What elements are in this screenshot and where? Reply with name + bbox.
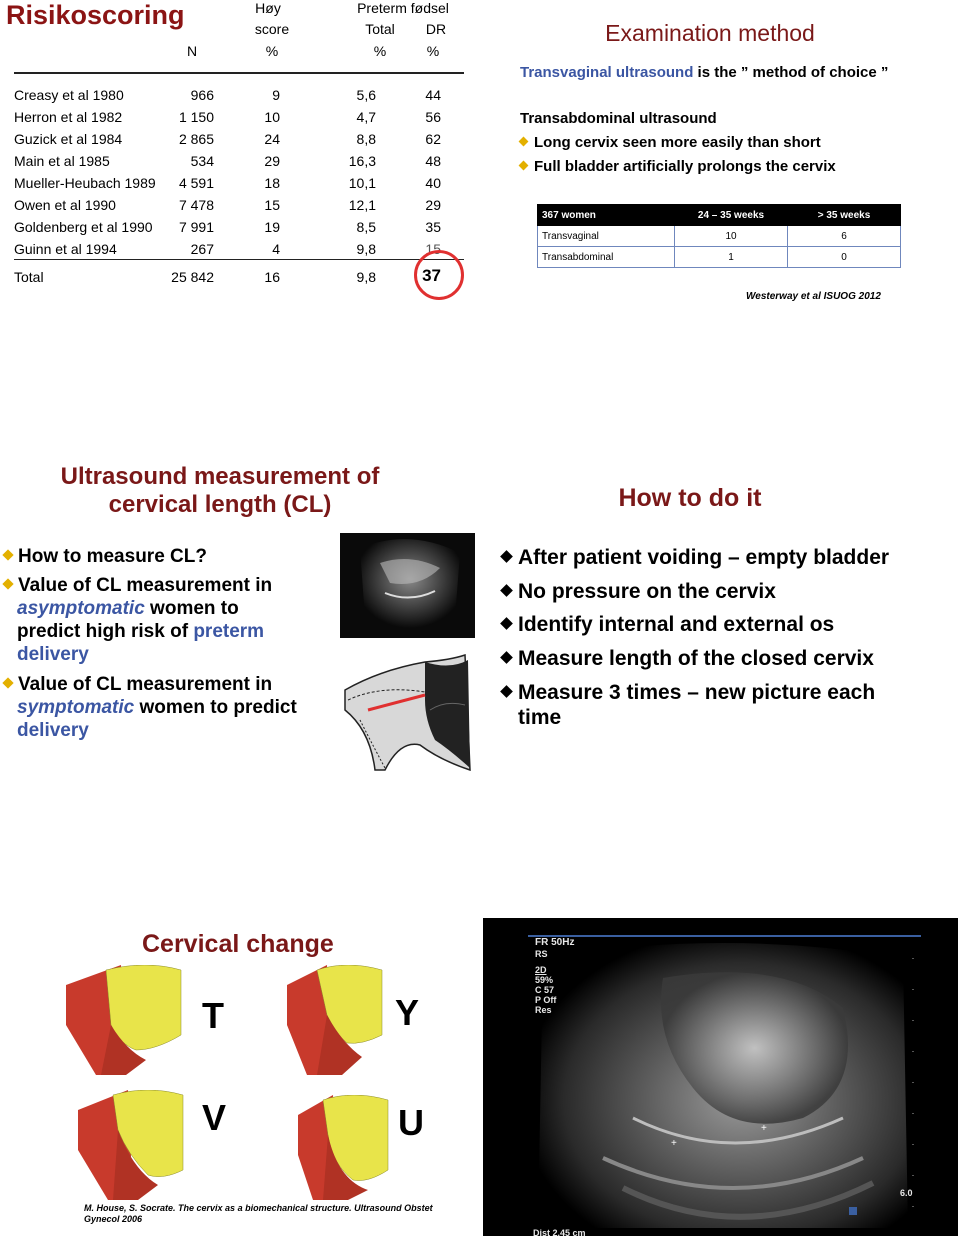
total-label: Total [14,269,44,285]
cell-n: 966 [190,87,214,103]
shape-letter-v: V [202,1097,227,1138]
bullet-text: Measure length of the closed cervix [518,647,874,670]
cell-n: 4 591 [178,175,214,191]
table-row [538,226,901,247]
bullet-text: How to measure CL? [18,546,207,567]
cell-pct: 18 [264,175,280,191]
cervix-model-u-image [298,1095,393,1200]
table-cell: 6 [788,226,901,247]
cell-total: 8,8 [356,131,376,147]
frame-rate-label: FR 50Hz [535,937,575,948]
bullet-text: women to predict [134,697,297,718]
study-name: Creasy et al 1980 [14,87,124,103]
transvaginal-label: Transvaginal ultrasound [520,64,694,81]
shape-letter-y: Y [395,992,420,1033]
cell-pct: 4 [272,241,280,257]
list-item [502,612,942,637]
bullet-text: women to [144,598,239,619]
table-header-cell: > 35 weeks [788,205,901,226]
gain-label: 59% [535,975,554,985]
bullet-text: Identify internal and external os [518,613,835,636]
cell-total: 10,1 [348,175,376,191]
slide-risikoscoring [0,0,470,300]
title-line: cervical length (CL) [108,491,332,518]
list-item [520,158,836,175]
cell-n: 7 478 [178,197,214,213]
bullet-text: Measure 3 times – new picture each [518,681,876,704]
bullet-text-emphasis: delivery [17,720,89,741]
slide-title: Examination method [605,20,815,46]
cell-pct: 19 [264,219,280,235]
bullet-text: No pressure on the cervix [518,580,776,603]
cell-total: 16,3 [348,153,376,169]
cervix-model-v-image [78,1090,188,1200]
bullet-diamond-icon [2,677,13,688]
bullet-text: time [518,706,562,729]
table-cell: 10 [675,226,788,247]
cervix-diagram-graphic [340,650,480,775]
bullet-text-emphasis: delivery [17,644,89,665]
header-dr: DR [425,21,447,37]
slide-title: Risikoscoring [6,0,185,30]
slide-title [30,463,410,519]
cervix-diagram [340,650,480,775]
table-header-cell: 367 women [538,205,675,226]
bullet-text-emphasis: asymptomatic [17,598,145,619]
study-name: Herron et al 1982 [14,109,123,125]
study-name: Goldenberg et al 1990 [14,219,153,235]
cell-pct: 15 [264,197,280,213]
title-line: Ultrasound measurement of [60,463,380,490]
total-row [14,266,464,291]
c-label: C 57 [535,985,555,995]
table-cell: Transabdominal [538,247,675,268]
list-item [4,545,334,568]
bullet-diamond-icon [2,578,13,589]
table-row [14,219,464,241]
cell-n: 534 [190,153,214,169]
cell-dr-highlight: 37 [422,266,441,285]
header-preterm: Preterm fødsel [357,0,449,16]
cell-dr: 44 [425,87,441,103]
list-item [4,673,334,742]
cell-n: 25 842 [171,269,214,285]
transabdominal-heading: Transabdominal ultrasound [520,110,717,127]
bullet-text: Value of CL measurement in [18,575,273,596]
cell-pct: 24 [264,131,280,147]
header-score: score [254,21,290,37]
unit-n: N [186,43,198,59]
cell-dr: 48 [425,153,441,169]
list-item [502,579,942,604]
slide-title: How to do it [618,484,762,512]
table-row [538,247,901,268]
cell-total: 9,8 [356,269,376,285]
bullet-diamond-icon [500,651,513,664]
cell-n: 2 865 [178,131,214,147]
cell-dr: 56 [425,109,441,125]
cell-total: 4,7 [356,109,376,125]
mode-label: 2D [535,965,547,975]
header-hoy: Høy [255,0,281,16]
cell-pct: 29 [264,153,280,169]
cell-dr: 40 [425,175,441,191]
list-item [502,545,942,570]
cell-n: 1 150 [178,109,214,125]
cervix-model-t-image [66,965,186,1075]
table-row [14,175,464,197]
citation: M. House, S. Socrate. The cervix as a biomechanical structure. Ultrasound Obstet Gynecol 2006 [84,1203,433,1224]
study-name: Guzick et al 1984 [14,131,123,147]
bullet-diamond-icon [519,137,529,147]
study-name: Mueller-Heubach 1989 [14,175,156,191]
cell-total: 8,5 [356,219,376,235]
cell-pct: 16 [264,269,280,285]
bullet-text-emphasis: symptomatic [17,697,135,718]
divider [14,72,464,74]
cell-dr: 15 [425,241,441,257]
ultrasound-scan-graphic [483,918,958,1236]
rs-label: RS [535,949,548,959]
cell-n: 7 991 [178,219,214,235]
header-total: Total [365,21,395,37]
cervix-model-y-image [287,965,387,1075]
ultrasound-thumbnail-image [340,533,475,638]
divider [14,259,464,260]
bullet-diamond-icon [500,685,513,698]
bullet-diamond-icon [2,549,13,560]
bullet-text: Long cervix seen more easily than short [534,134,821,151]
table-cell: Transvaginal [538,226,675,247]
cell-dr: 29 [425,197,441,213]
cell-total: 12,1 [348,197,376,213]
unit-pct: % [426,43,440,59]
shape-letter-u: U [398,1102,424,1143]
bullet-text: predict high risk of [17,621,194,642]
distance-readout: Dist 2.45 cm [533,1228,586,1236]
bullet-text: Value of CL measurement in [18,674,273,695]
shape-letter-t: T [202,995,224,1036]
res-label: Res [535,1005,552,1015]
slide-title: Cervical change [142,930,334,958]
bullet-text: Full bladder artificially prolongs the cervix [534,158,836,175]
table-row [14,87,464,109]
unit-pct: % [265,43,279,59]
table-row [14,153,464,175]
list-item [502,680,942,730]
cell-pct: 10 [264,109,280,125]
bullet-text-emphasis: preterm [193,621,265,642]
cell-total: 5,6 [356,87,376,103]
p-label: P Off [535,995,557,1005]
bullet-diamond-icon [500,550,513,563]
svg-text:+: + [671,1138,677,1149]
bullet-text: After patient voiding – empty bladder [518,546,890,569]
depth-label: 6.0 [900,1188,913,1198]
bullet-diamond-icon [500,584,513,597]
list-item [502,646,942,671]
cell-total: 9,8 [356,241,376,257]
cell-dr: 62 [425,131,441,147]
bullet-diamond-icon [519,161,529,171]
table-header-cell: 24 – 35 weeks [675,205,788,226]
unit-pct: % [373,43,387,59]
method-of-choice-text: is the ” method of choice ” [693,64,889,81]
cell-dr: 35 [425,219,441,235]
table-cell: 1 [675,247,788,268]
comparison-table [537,204,901,268]
study-name: Owen et al 1990 [14,197,116,213]
table-row [14,131,464,153]
list-item [4,574,334,666]
table-header-row [538,205,901,226]
table-row [14,109,464,131]
svg-text:+: + [761,1123,767,1134]
ultrasound-thumbnail-graphic [340,533,475,638]
ultrasound-image [483,918,958,1236]
bullet-diamond-icon [500,617,513,630]
list-item [520,134,821,151]
study-name: Guinn et al 1994 [14,241,117,257]
citation: Westerway et al ISUOG 2012 [746,291,881,302]
study-name: Main et al 1985 [14,153,110,169]
table-row [14,197,464,219]
cell-n: 267 [190,241,214,257]
method-of-choice-line [520,64,888,81]
cell-pct: 9 [272,87,280,103]
highlight-circle [414,250,464,300]
table-cell: 0 [788,247,901,268]
